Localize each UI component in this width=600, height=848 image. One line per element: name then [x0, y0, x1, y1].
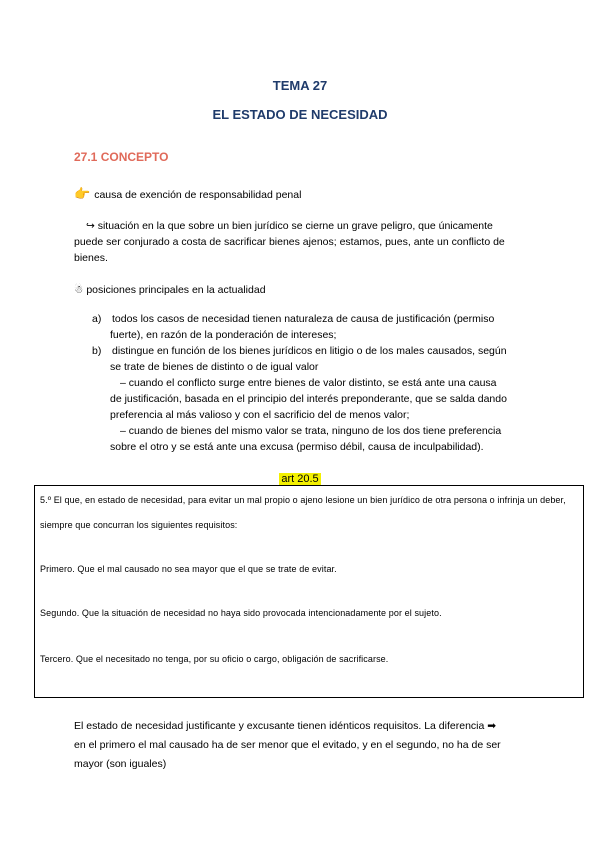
document-subtitle: EL ESTADO DE NECESIDAD — [212, 107, 388, 122]
section-heading: 27.1 CONCEPTO — [74, 150, 169, 164]
para-line: bienes. — [74, 252, 108, 264]
pointing-hand-icon: 👉 — [74, 186, 91, 201]
dash-line: sobre el otro y se está ante una excusa (permiso débil, causa de inculpabilidad). — [110, 441, 484, 453]
para-line: puede ser conjurado a costa de sacrificar bienes ajenos; estamos, pues, ante un conflicto de — [74, 236, 505, 248]
bullet-text: causa de exención de responsabilidad penal — [94, 189, 302, 201]
dash-line: de justificación, basada en el principio del interés preponderante, que se salda dando — [110, 393, 507, 405]
article-label: art 20.5 — [281, 473, 319, 485]
closing-line: en el primero el mal causado ha de ser menor que el evitado, y en el segundo, no ha de ser — [74, 739, 501, 751]
item-b-text — [110, 343, 560, 455]
document-title: TEMA 27 — [272, 78, 328, 93]
item-a-text — [110, 311, 550, 343]
dash-line: – cuando de bienes del mismo valor se trata, ninguno de los dos tiene preferencia — [120, 425, 502, 437]
article-requisito-1: Primero. Que el mal causado no sea mayor que el que se trate de evitar. — [40, 564, 337, 574]
bullet-posiciones: ☃ posiciones principales en la actualidad — [74, 284, 266, 296]
paragraph-situacion — [74, 218, 544, 266]
item-a-marker: a) — [92, 313, 102, 325]
article-line-2: siempre que concurran los siguientes requisitos: — [40, 520, 238, 530]
closing-line: mayor (son iguales) — [74, 758, 167, 770]
closing-line: El estado de necesidad justificante y excusante tienen idénticos requisitos. La diferencia ➡ — [74, 720, 497, 732]
bullet-exencion — [74, 186, 301, 203]
closing-paragraph — [74, 717, 554, 774]
para-line: ↪ situación en la que sobre un bien jurídico se cierne un grave peligro, que únicamente — [86, 220, 493, 232]
item-line: todos los casos de necesidad tienen naturaleza de causa de justificación (permiso — [112, 313, 495, 325]
dash-line: preferencia al más valioso y con el sacrificio del de menos valor; — [110, 409, 410, 421]
item-line: fuerte), en razón de la ponderación de intereses; — [110, 329, 337, 341]
article-box — [34, 485, 584, 698]
item-b-marker: b) — [92, 345, 102, 357]
dash-line: – cuando el conflicto surge entre bienes de valor distinto, se está ante una causa — [120, 377, 497, 389]
item-line: se trate de bienes de distinto o de igual valor — [110, 361, 319, 373]
item-line: distingue en función de los bienes jurídicos en litigio o de los males causados, según — [112, 345, 507, 357]
article-line-1: 5.º El que, en estado de necesidad, para evitar un mal propio o ajeno lesione un bien jurídico de otra persona o infrinja un deber, — [40, 495, 566, 505]
article-requisito-3: Tercero. Que el necesitado no tenga, por su oficio o cargo, obligación de sacrificarse. — [40, 654, 389, 664]
article-requisito-2: Segundo. Que la situación de necesidad no haya sido provocada intencionadamente por el sujeto. — [40, 608, 442, 618]
